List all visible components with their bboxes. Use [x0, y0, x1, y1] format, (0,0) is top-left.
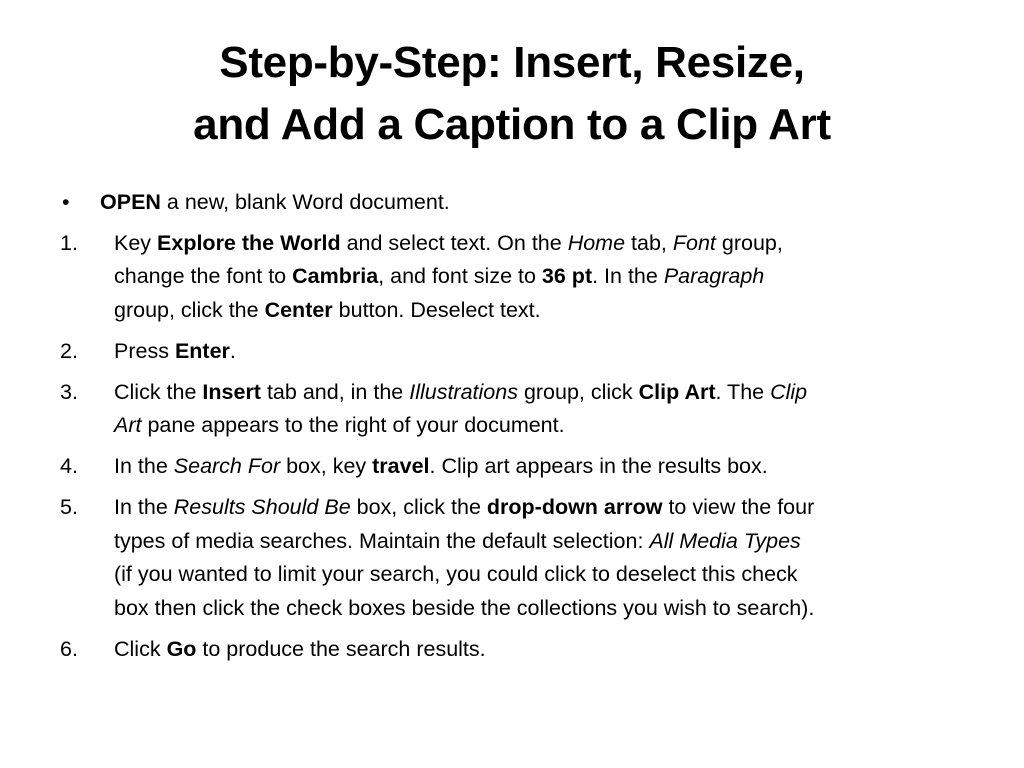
- step-1: [60, 227, 970, 328]
- bullet-item: [60, 186, 970, 220]
- text-run: .: [229, 338, 236, 363]
- text-line: [114, 260, 970, 294]
- text-run: button. Deselect text.: [332, 297, 541, 322]
- italic-text: Results Should Be: [173, 495, 351, 519]
- step-number: 3.: [60, 379, 78, 404]
- step-number: 5.: [60, 495, 78, 519]
- italic-text: Illustrations: [409, 379, 518, 404]
- text-run: box, click the: [350, 495, 487, 519]
- italic-text: Search For: [173, 454, 281, 478]
- bullet-marker: •: [62, 190, 70, 214]
- text-line: (if you wanted to limit your search, you could click to deselect this check: [114, 562, 798, 586]
- italic-text: Clip: [770, 379, 808, 404]
- bold-text: Enter: [174, 338, 230, 363]
- text-line: [114, 525, 970, 559]
- step-4: [60, 450, 970, 484]
- title-line-1: Step-by-Step: Insert, Resize,: [219, 38, 805, 87]
- bold-text: drop-down arrow: [486, 495, 663, 519]
- text-run: change the font to: [114, 264, 293, 288]
- step-number: 4.: [60, 454, 78, 478]
- text-line: [114, 491, 970, 525]
- text-run: types of media searches. Maintain the default selection:: [114, 528, 650, 553]
- text-line: [114, 227, 970, 261]
- slide-title: [60, 32, 964, 156]
- text-run: . The: [715, 379, 771, 404]
- text-run: . Clip art appears in the results box.: [429, 454, 768, 478]
- text-line: [114, 335, 970, 369]
- text-line: [114, 409, 970, 443]
- text-run: a new, blank Word document.: [160, 190, 450, 214]
- text-run: tab and, in the: [260, 379, 410, 404]
- bold-text: Center: [264, 297, 333, 322]
- text-run: . In the: [592, 264, 664, 288]
- bold-text: OPEN: [100, 190, 161, 214]
- text-run: and select text. On the: [340, 230, 568, 255]
- slide-body: [60, 186, 970, 674]
- text-run: Click: [114, 636, 167, 661]
- step-2: [60, 335, 970, 369]
- text-run: Key: [114, 230, 158, 255]
- italic-text: All Media Types: [649, 528, 801, 553]
- text-run: to produce the search results.: [196, 636, 486, 661]
- step-number: 2.: [60, 338, 78, 363]
- bold-text: Go: [166, 636, 197, 661]
- text-run: In the: [114, 454, 174, 478]
- bold-text: Cambria: [292, 264, 379, 288]
- title-line-2: and Add a Caption to a Clip Art: [193, 100, 831, 149]
- text-run: In the: [114, 495, 174, 519]
- text-run: group, click: [517, 379, 639, 404]
- bold-text: travel: [372, 454, 430, 478]
- step-6: [60, 633, 970, 667]
- step-number: 1.: [60, 230, 78, 255]
- text-run: group, click the: [114, 297, 265, 322]
- italic-text: Font: [672, 230, 716, 255]
- text-run: group,: [715, 230, 783, 255]
- text-line: [114, 376, 970, 410]
- bold-text: Explore the World: [157, 230, 341, 255]
- text-run: pane appears to the right of your document.: [141, 413, 565, 437]
- text-run: to view the four: [662, 495, 815, 519]
- text-run: tab,: [625, 230, 673, 255]
- text-run: Click the: [114, 379, 203, 404]
- text-line: [114, 633, 970, 667]
- text-line: [114, 294, 970, 328]
- text-line: box then click the check boxes beside the collections you wish to search).: [114, 595, 815, 620]
- bold-text: Clip Art: [638, 379, 716, 404]
- italic-text: Paragraph: [663, 264, 765, 288]
- text-run: Press: [114, 338, 175, 363]
- text-line: [100, 186, 970, 220]
- text-run: , and font size to: [378, 264, 542, 288]
- bold-text: Insert: [202, 379, 261, 404]
- step-3: [60, 376, 970, 443]
- step-5: [60, 491, 970, 625]
- step-number: 6.: [60, 636, 78, 661]
- text-line: [114, 450, 970, 484]
- italic-text: Home: [567, 230, 626, 255]
- italic-text: Art: [114, 413, 142, 437]
- bold-text: 36 pt: [541, 264, 593, 288]
- text-run: box, key: [280, 454, 373, 478]
